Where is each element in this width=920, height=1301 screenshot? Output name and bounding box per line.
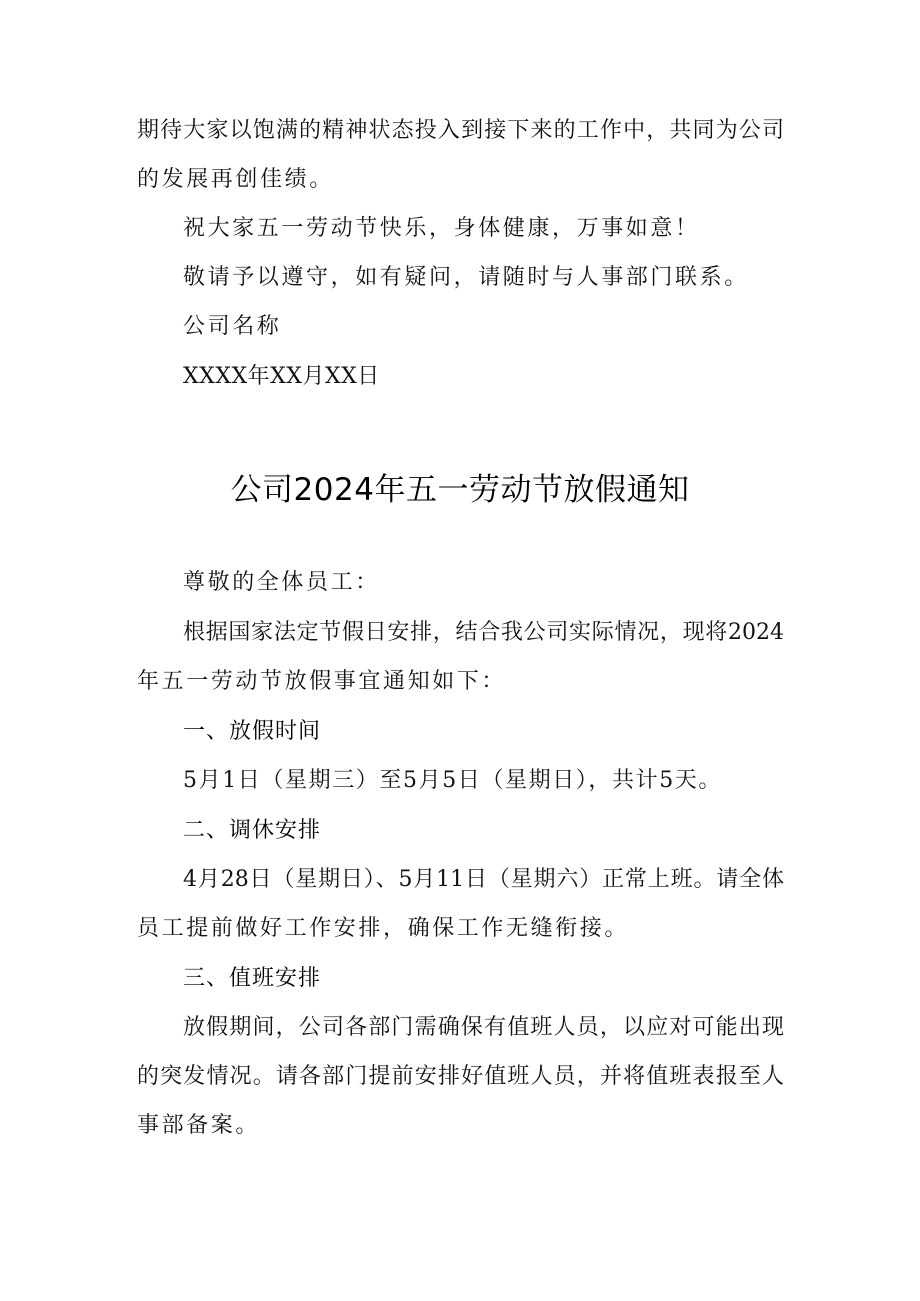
intro-line-2: 年五一劳动节放假事宜通知如下：: [137, 669, 507, 694]
section-heading-holiday-time: 一、放假时间: [183, 719, 322, 744]
salutation: 尊敬的全体员工：: [183, 570, 380, 595]
section-holiday-time-line-1: 5月1日（星期三）至5月5日（星期日），共计5天。: [183, 768, 722, 793]
compliance-line: 敬请予以遵守，如有疑问，请随时与人事部门联系。: [183, 265, 749, 290]
intro-line-1: 根据国家法定节假日安排，结合我公司实际情况，现将2024: [183, 620, 784, 645]
wishes-line: 祝大家五一劳动节快乐，身体健康，万事如意！: [183, 216, 700, 241]
section-heading-shift-arrangement: 二、调休安排: [183, 818, 322, 843]
section-duty-arrangement-line-2: 的突发情况。请各部门提前安排好值班人员，并将值班表报至人: [137, 1064, 784, 1089]
section-shift-arrangement-line-2: 员工提前做好工作安排，确保工作无缝衔接。: [137, 916, 630, 941]
section-heading-duty-arrangement: 三、值班安排: [183, 966, 322, 991]
section-shift-arrangement-line-1: 4月28日（星期日）、5月11日（星期六）正常上班。请全体: [183, 867, 784, 892]
signature-company-name: 公司名称: [183, 314, 282, 339]
section-duty-arrangement-line-1: 放假期间，公司各部门需确保有值班人员，以应对可能出现: [183, 1015, 784, 1040]
closing-paragraph-line-1: 期待大家以饱满的精神状态投入到接下来的工作中，共同为公司: [137, 118, 784, 143]
closing-paragraph-line-2: 的发展再创佳绩。: [137, 167, 334, 192]
signature-date: XXXX年XX月XX日: [183, 364, 380, 389]
section-duty-arrangement-line-3: 事部备案。: [137, 1113, 261, 1138]
notice-title: 公司2024年五一劳动节放假通知: [230, 472, 690, 508]
